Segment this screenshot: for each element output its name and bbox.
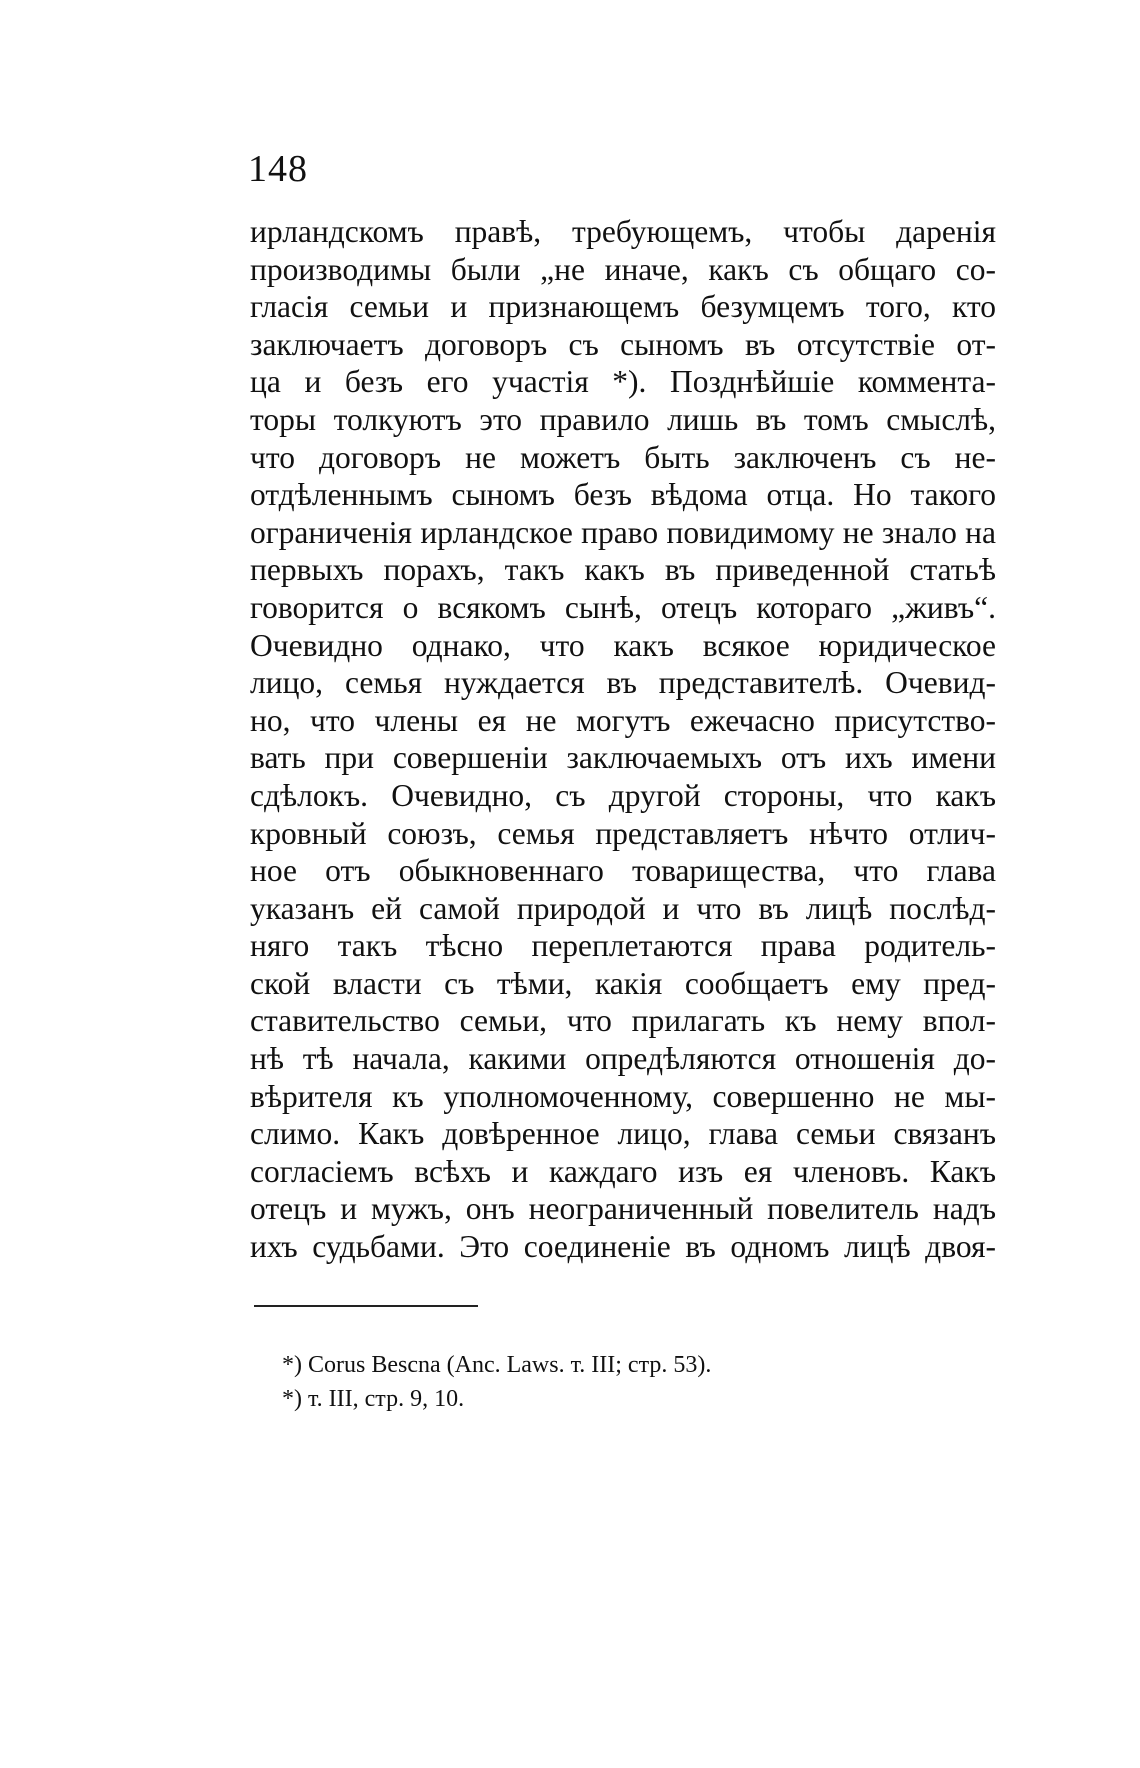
footnote: *) т. III, стр. 9, 10. xyxy=(282,1386,465,1412)
body-line: ставительство семьи, что прилагать къ нему впол- xyxy=(250,1003,996,1039)
body-line: сдѣлокъ. Очевидно, съ другой стороны, что какъ xyxy=(250,777,996,813)
body-line: нѣ тѣ начала, какими опредѣляются отношенія до- xyxy=(250,1041,996,1077)
body-line: ихъ судьбами. Это соединеніе въ одномъ лицѣ двоя- xyxy=(250,1229,996,1265)
body-line: отдѣленнымъ сыномъ безъ вѣдома отца. Но такого xyxy=(250,477,996,513)
body-line: первыхъ порахъ, такъ какъ въ приведенной статьѣ xyxy=(250,552,996,588)
page-number: 148 xyxy=(248,148,308,190)
body-line: ирландскомъ правѣ, требующемъ, чтобы даренія xyxy=(250,214,996,249)
body-line: лицо, семья нуждается въ представителѣ. Очевид- xyxy=(250,665,996,701)
body-line: ской власти съ тѣми, какія сообщаетъ ему пред- xyxy=(250,965,996,1001)
body-text xyxy=(250,213,996,1266)
body-line: няго такъ тѣсно переплетаются права родитель- xyxy=(250,928,996,964)
body-line: ца и безъ его участія *). Позднѣйшіе коммента- xyxy=(250,364,996,400)
body-line: ное отъ обыкновеннаго товарищества, что глава xyxy=(250,853,996,889)
body-line: говорится о всякомъ сынѣ, отецъ котораго „живъ“. xyxy=(250,589,996,625)
body-line: Очевидно однако, что какъ всякое юридическое xyxy=(250,627,996,663)
body-line: торы толкуютъ это правило лишь въ томъ смыслѣ, xyxy=(250,401,996,437)
body-line: производимы были „не иначе, какъ съ общаго со- xyxy=(250,251,996,287)
body-line: ограниченія ирландское право повидимому не знало на xyxy=(250,514,996,550)
body-line: слимо. Какъ довѣренное лицо, глава семьи связанъ xyxy=(250,1116,996,1152)
body-line: но, что члены ея не могутъ ежечасно присутство- xyxy=(250,702,996,738)
body-line: указанъ ей самой природой и что въ лицѣ послѣд- xyxy=(250,890,996,926)
footnote-divider xyxy=(254,1305,478,1307)
body-line: заключаетъ договоръ съ сыномъ въ отсутствіе от- xyxy=(250,326,996,362)
body-line: что договоръ не можетъ быть заключенъ съ не- xyxy=(250,439,996,475)
footnotes xyxy=(282,1348,902,1416)
body-line: вать при совершеніи заключаемыхъ отъ ихъ имени xyxy=(250,740,996,776)
body-line: гласія семьи и признающемъ безумцемъ того, кто xyxy=(250,289,996,325)
body-line: согласіемъ всѣхъ и каждаго изъ ея членовъ. Какъ xyxy=(250,1153,996,1189)
body-line: вѣрителя къ уполномоченному, совершенно не мы- xyxy=(250,1078,996,1114)
body-line: кровный союзъ, семья представляетъ нѣчто отлич- xyxy=(250,815,996,851)
footnote: *) Corus Bescna (Anc. Laws. т. III; стр. 53). xyxy=(282,1352,712,1378)
body-line: отецъ и мужъ, онъ неограниченный повелитель надъ xyxy=(250,1191,996,1227)
